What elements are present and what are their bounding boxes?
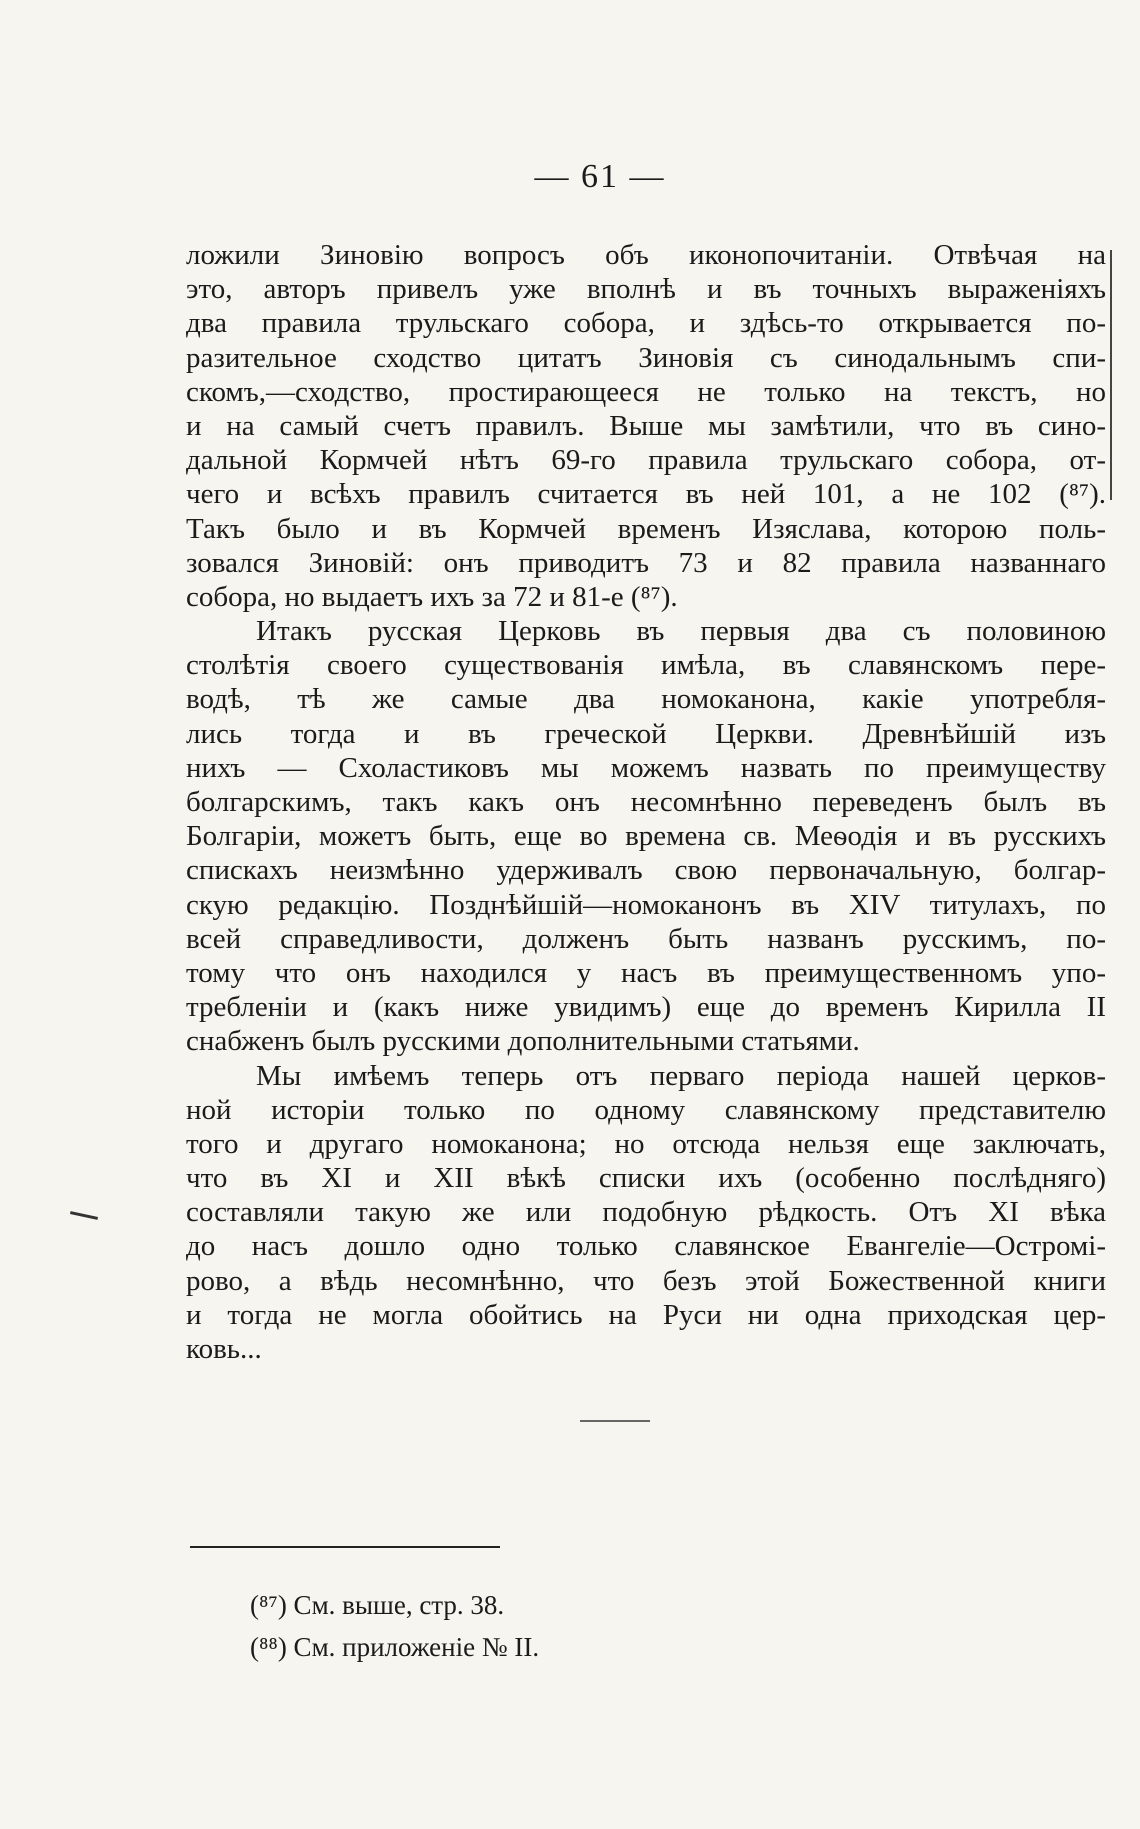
text-line: и на самый счетъ правилъ. Выше мы замѣтили, что въ сино- (186, 409, 1106, 442)
footnote-87: (⁸⁷) См. выше, стр. 38. (250, 1590, 505, 1620)
margin-line (1110, 250, 1112, 500)
text-line: составляли такую же или подобную рѣдкость. Отъ XI вѣка (186, 1196, 1106, 1229)
text-line: что въ XI и XII вѣкѣ списки ихъ (особенно послѣдняго) (186, 1162, 1106, 1195)
margin-mark (70, 1211, 98, 1220)
paragraph-1 (186, 238, 1106, 614)
text-line: ложили Зиновію вопросъ объ иконопочитаніи. Отвѣчая на (186, 239, 1106, 271)
text-line: ковь... (186, 1333, 262, 1365)
text-line: Итакъ русская Церковь въ первыя два съ половиною (256, 615, 1106, 648)
page-number: — 61 — (534, 158, 666, 195)
text-line: болгарскимъ, такъ какъ онъ несомнѣнно переведенъ былъ въ (186, 786, 1106, 818)
text-line: лись тогда и въ греческой Церкви. Древнѣйшій изъ (186, 717, 1106, 750)
text-line: два правила трульскаго собора, и здѣсь-то открывается по- (186, 307, 1106, 340)
text-line: скую редакцію. Позднѣйшій—номоканонъ въ XIV титулахъ, по (186, 888, 1106, 921)
text-line: спискахъ неизмѣнно удерживалъ свою первоначальную, болгар- (186, 854, 1106, 887)
text-line: и тогда не могла обойтись на Руси ни одна приходская цер- (186, 1298, 1106, 1331)
text-line: дальной Кормчей нѣтъ 69-го правила трульскаго собора, от- (186, 444, 1106, 477)
footnote-88: (⁸⁸) См. приложеніе № II. (250, 1632, 540, 1662)
paragraph-2 (186, 614, 1106, 1058)
footnotes (250, 1584, 950, 1668)
text-line: столѣтія своего существованія имѣла, въ славянскомъ пере- (186, 649, 1106, 682)
text-line: разительное сходство цитатъ Зиновія съ синодальнымъ спи- (186, 341, 1106, 374)
paragraph-3 (186, 1059, 1106, 1367)
text-line: это, авторъ привелъ уже вполнѣ и въ точныхъ выраженіяхъ (186, 273, 1106, 306)
text-line: снабженъ былъ русскими дополнительными статьями. (186, 1025, 860, 1058)
text-line: Болгаріи, можетъ быть, еще во времена св. Меѳодія и въ русскихъ (186, 820, 1106, 853)
text-line: того и другаго номоканона; но отсюда нельзя еще заключать, (186, 1127, 1106, 1160)
text-line: собора, но выдаетъ ихъ за 72 и 81-е (⁸⁷). (186, 580, 678, 613)
text-line: нихъ — Схоластиковъ мы можемъ назвать по преимуществу (186, 751, 1106, 784)
text-line: всей справедливости, долженъ быть названъ русскимъ, по- (186, 922, 1106, 955)
text-line: Мы имѣемъ теперь отъ перваго періода нашей церков- (256, 1059, 1106, 1092)
text-line: ной исторіи только по одному славянскому представителю (186, 1093, 1106, 1126)
section-divider (580, 1420, 650, 1422)
footnote-rule (190, 1546, 500, 1548)
text-line: до насъ дошло одно только славянское Евангеліе—Остромі- (186, 1230, 1106, 1263)
text-line: зовался Зиновій: онъ приводитъ 73 и 82 правила названнаго (186, 546, 1106, 579)
text-line: Такъ было и въ Кормчей временъ Изяслава, которою поль- (186, 512, 1106, 545)
text-line: чего и всѣхъ правилъ считается въ ней 101, а не 102 (⁸⁷). (186, 478, 1106, 511)
text-line: требленіи и (какъ ниже увидимъ) еще до временъ Кирилла II (186, 991, 1106, 1024)
text-line: тому что онъ находился у насъ въ преимущественномъ упо- (186, 956, 1106, 989)
text-line: скомъ,—сходство, простирающееся не только на текстъ, но (186, 375, 1106, 408)
body-text (186, 238, 1106, 1366)
text-line: водѣ, тѣ же самые два номоканона, какіе употребля- (186, 683, 1106, 716)
text-line: рово, а вѣдь несомнѣнно, что безъ этой Божественной книги (186, 1264, 1106, 1297)
